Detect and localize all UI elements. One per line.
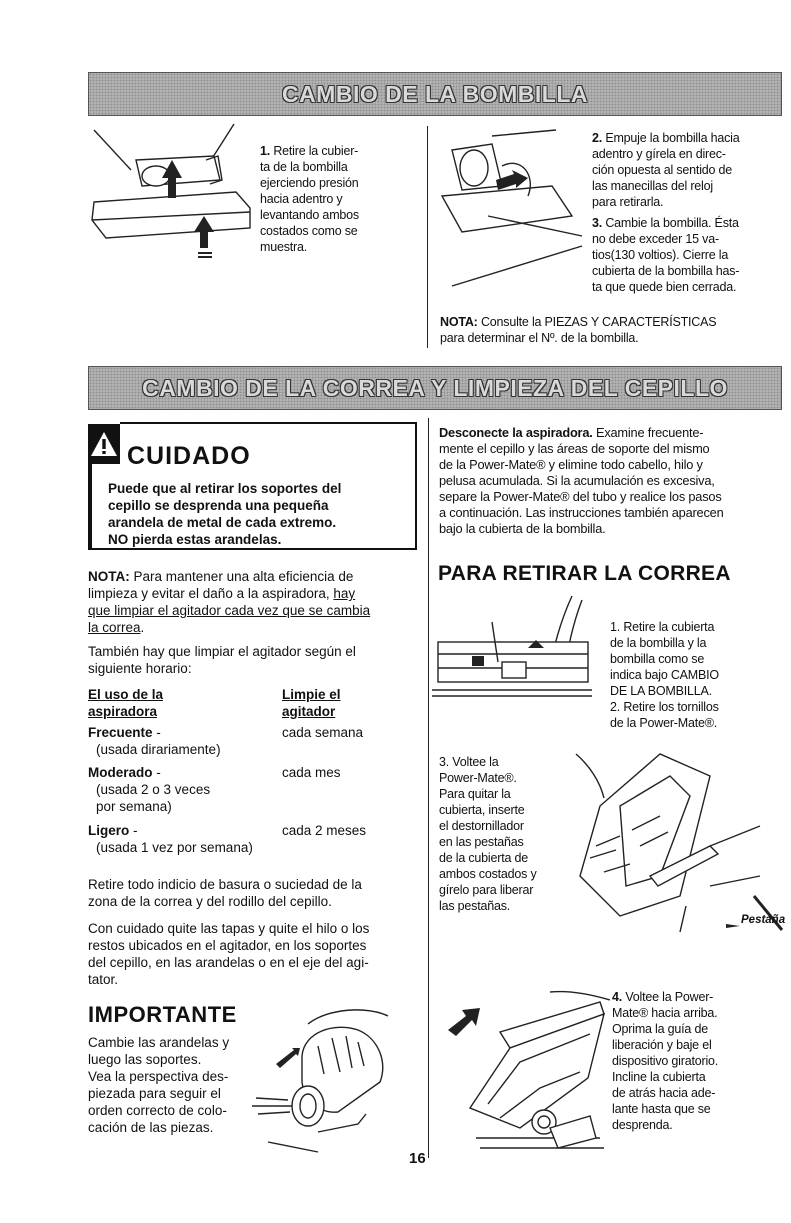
schedule-row: Ligero - bbox=[88, 823, 138, 838]
bulb-step-3: 3. Cambie la bombilla. Ésta no debe exceder 15 va- tios(130 voltios). Cierre la cubierta de la bombilla has- ta que quede bien cerrada. bbox=[592, 216, 740, 294]
schedule-row-value: cada mes bbox=[282, 765, 341, 780]
important-text: Cambie las arandelas y luego las soportes. Vea la perspectiva des- piezada para seguir el orden correcto de colo- cación de las piezas. bbox=[88, 1035, 230, 1135]
belt-section-banner bbox=[88, 366, 782, 410]
schedule-row: Moderado - bbox=[88, 765, 161, 780]
remove-belt-title: PARA RETIRAR LA CORREA bbox=[438, 562, 731, 585]
bulb-section-banner bbox=[88, 72, 782, 116]
cover-tabs-illustration bbox=[560, 746, 790, 936]
page-number: 16 bbox=[409, 1150, 426, 1167]
schedule-col1-header: El uso de la aspiradora bbox=[88, 687, 164, 719]
schedule-row-value: cada 2 meses bbox=[282, 823, 367, 838]
caution-title: CUIDADO bbox=[127, 442, 251, 470]
bulb-twist-illustration bbox=[432, 126, 592, 296]
bulb-column-divider bbox=[427, 126, 428, 348]
bulb-cover-illustration bbox=[86, 120, 256, 260]
schedule-row: Frecuente - bbox=[88, 725, 161, 740]
schedule-row-sub: (usada dirariamente) bbox=[96, 742, 221, 757]
belt-section-title: CAMBIO DE LA CORREA Y LIMPIEZA DEL CEPILLO bbox=[142, 374, 728, 401]
schedule-row-sub: (usada 1 vez por semana) bbox=[96, 840, 253, 855]
belt-column-divider bbox=[428, 418, 429, 1158]
caution-top-bar bbox=[120, 422, 417, 424]
caution-text: Puede que al retirar los soportes del cepillo se desprenda una pequeña arandela de metal de cada extremo. NO pierda estas arandelas. bbox=[108, 481, 342, 547]
bulb-step-1: 1. Retire la cubier- ta de la bombilla ejerciendo presión hacia adentro y levantando ambos costados como se muestra. bbox=[260, 144, 359, 254]
paragraph-caps: Con cuidado quite las tapas y quite el hilo o los restos ubicados en el agitador, en los soportes del cepillo, en las arandelas o en el eje del agi- tator. bbox=[88, 921, 370, 987]
remove-step-2: 2. Retire los tornillos de la Power-Mate®. bbox=[610, 700, 719, 730]
tab-callout-label: Pestaña bbox=[741, 914, 786, 926]
schedule-col2-header: Limpie el agitador bbox=[282, 687, 341, 719]
remove-step-1: 1. Retire la cubierta de la bombilla y la bombilla como se indica bajo CAMBIO DE LA BOMBILLA. bbox=[610, 620, 719, 698]
schedule-row-value: cada semana bbox=[282, 725, 364, 740]
flip-powermate-illustration bbox=[440, 988, 610, 1154]
caution-left-bar bbox=[88, 450, 92, 550]
bulb-section-title: CAMBIO DE LA BOMBILLA bbox=[281, 80, 589, 107]
important-title: IMPORTANTE bbox=[88, 1002, 237, 1027]
bulb-note: NOTA: Consulte la PIEZAS Y CARACTERÍSTICAS para determinar el Nº. de la bombilla. bbox=[440, 315, 717, 345]
paragraph-debris: Retire todo indicio de basura o suciedad de la zona de la correa y del rodillo del cepillo. bbox=[88, 877, 362, 909]
disconnect-paragraph: Desconecte la aspiradora. Examine frecuente- mente el cepillo y las áreas de soporte del mismo de la Power-Mate® y elimine todo cabello, hilo y pelusa acumulada. Si la acumulación es excesiva, separe la Power-Mate® del tubo y realice los pasos a continuación. Las instrucciones también aparecen bajo la cubierta de la bombilla. bbox=[439, 425, 724, 536]
belt-housing-illustration bbox=[432, 592, 612, 700]
bulb-step-2: 2. Empuje la bombilla hacia adentro y gírela en direc- ción opuesta al sentido de las manecillas del reloj para retirarla. bbox=[592, 131, 740, 209]
remove-step-4: 4. Voltee la Power- Mate® hacia arriba. Oprima la guía de liberación y baje el dispositivo giratorio. Incline la cubierta de atrás hacia ade- lante hasta que se desprenda. bbox=[612, 990, 719, 1132]
belt-note: NOTA: Para mantener una alta eficiencia de limpieza y evitar el daño a la aspiradora, hay que limpiar el agitador cada vez que se cambia la correa. bbox=[88, 569, 371, 635]
schedule-intro: También hay que limpiar el agitador según el siguiente horario: bbox=[88, 644, 356, 676]
remove-step-3: 3. Voltee la Power-Mate®. Para quitar la cubierta, inserte el destornillador en las pestañas de la cubierta de ambos costados y gírelo para liberar las pestañas. bbox=[439, 755, 537, 913]
warning-icon bbox=[88, 424, 120, 464]
brush-washer-illustration bbox=[248, 1002, 398, 1154]
schedule-row-sub: (usada 2 o 3 veces por semana) bbox=[96, 782, 211, 814]
